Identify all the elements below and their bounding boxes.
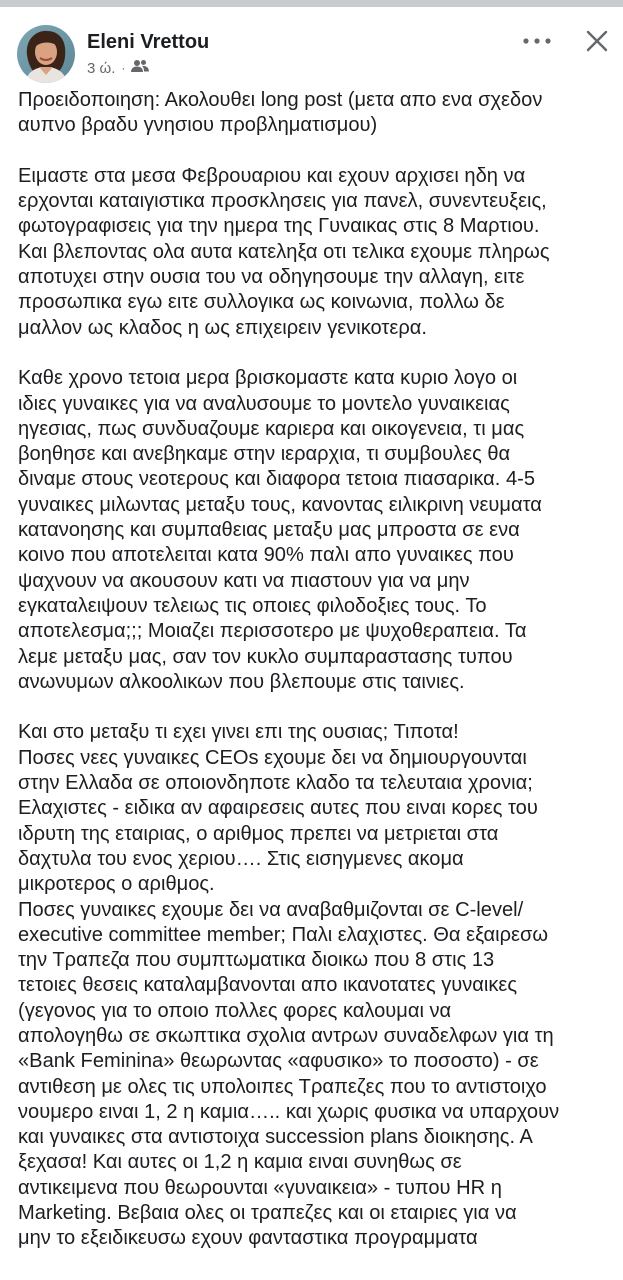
post-text-line: μικροτερος ο αριθμος. <box>18 873 215 896</box>
post-text-line: αντιθεση με ολες τις υπολοιπες Τραπεζες που το αντιστοιχο <box>18 1075 547 1098</box>
post-text-line: αυπνο βραδυ γνησιου προβληματισμου) <box>18 114 378 137</box>
paragraph-gap <box>18 341 610 366</box>
post-text-line: κατανοησης και συμπαθειας μεταξυ μας μπροστα σε ενα <box>18 519 520 542</box>
post-text-line: Ποσες νεες γυναικες CEOs εχουμε δει να δημιουργουνται <box>18 746 527 769</box>
post-text-line: executive committee member; Παλι ελαχιστες. Θα εξαιρεσω <box>18 923 549 946</box>
post-text-line: κοινο που αποτελειται κατα 90% παλι απο γυναικες που <box>18 544 514 567</box>
post-time[interactable]: 3 ώ. <box>87 59 116 77</box>
post-text-line: τετοιες θεσεις καταλαμβανονται απο ικανοτατες γυναικες <box>18 974 518 997</box>
paragraph-gap <box>18 139 610 164</box>
close-button[interactable] <box>579 23 615 59</box>
post-text-line: ηγεσιας, πως συνδυαζουμε καριερα και οικογενεια, τι μας <box>18 417 525 440</box>
post-meta <box>87 59 149 77</box>
post-text-line: Ειμαστε στα μεσα Φεβρουαριου και εχουν αρχισει ηδη να <box>18 164 526 187</box>
post-text-line: ψαχνουν να ακουσουν κατι να πιαστουν για να μην <box>18 569 470 592</box>
status-strip <box>0 0 623 7</box>
post-text-line: «Bank Feminina» θεωρωντας «αφυσικο» το ποσοστο) - σε <box>18 1050 539 1073</box>
post-text-line: μην το εξειδικευσω εχουν φανταστικα προγραμματα <box>18 1227 478 1250</box>
post-text-line: Ελαχιστες - ειδικα αν αφαιρεσεις αυτες που ειναι κορες του <box>18 797 538 820</box>
post-text-line: Marketing. Βεβαια ολες οι τραπεζες και οι εταιριες για να <box>18 1202 517 1225</box>
more-options-icon <box>522 37 552 45</box>
post-text-line: Και στο μεταξυ τι εχει γινει επι της ουσιας; Τιποτα! <box>18 721 459 744</box>
post-text-line: και γυναικες στα αντιστοιχα succession plans διοικησης. Α <box>18 1126 533 1149</box>
post-text-line: φωτογραφισεις για την ημερα της Γυναικας στις 8 Μαρτιου. <box>18 215 540 238</box>
post-text-line: βοηθησε και ανεβηκαμε στην ιεραρχια, τι συμβουλες θα <box>18 443 511 466</box>
post-text-line: Και βλεποντας ολα αυτα κατεληξα οτι τελικα εχουμε πληρως <box>18 240 550 263</box>
post-text <box>18 88 610 1252</box>
post-text-line: (γεγονος για το οποιο πολλες φορες καλουμαι να <box>18 999 452 1022</box>
close-icon <box>585 29 609 53</box>
post-text-line: εγκαταλειψουν τελειως τις οποιες φιλοδοξιες τους. Το <box>18 594 487 617</box>
post-header <box>0 7 623 95</box>
avatar-image <box>17 25 75 83</box>
post-text-line: Προειδοποιηση: Ακολουθει long post (μετα απο ενα σχεδον <box>18 89 543 111</box>
post-text-line: προσωπικα εγω ειτε συλλογικα ως κοινωνια, πολλω δε <box>18 291 505 314</box>
post-text-line: νουμερο ειναι 1, 2 η καμια….. και χωρις φυσικα να υπαρχουν <box>18 1100 560 1123</box>
post-text-line: στην Ελλαδα σε οποιονδηποτε κλαδο τα τελευταια χρονια; <box>18 772 533 795</box>
post-text-line: ξεχασα! Και αυτες οι 1,2 η καμια ειναι συνηθως σε <box>18 1151 462 1174</box>
post-text-line: λεμε μεταξυ μας, σαν τον κυκλο συμπαραστασης τυπου <box>18 645 513 668</box>
post-text-line: ανωνυμων αλκοολικων που βλεπουμε στις ταινιες. <box>18 670 465 693</box>
author-name[interactable]: Eleni Vrettou <box>87 31 210 53</box>
friends-icon[interactable] <box>131 59 149 77</box>
post-text-line: γυναικες μιλωντας μεταξυ τους, κανοντας ειλικρινη νευματα <box>18 493 542 516</box>
post-text-line: Ποσες γυναικες εχουμε δει να αναβαθμιζονται σε C-level/ <box>18 898 524 921</box>
post-paragraph <box>18 88 610 139</box>
post-text-line: διναμε στους νεοτερους και διαφορα τετοια πιασαρικα. 4-5 <box>18 468 536 491</box>
post-text-line: δαχτυλα του ενος χεριου…. Στις εισηγμενες ακομα <box>18 847 464 870</box>
paragraph-gap <box>18 695 610 720</box>
post-paragraph <box>18 720 610 1251</box>
avatar[interactable] <box>17 25 75 83</box>
meta-separator: · <box>121 61 126 75</box>
post-text-line: αποτελεσμα;;; Μοιαζει περισσοτερο με ψυχοθεραπεια. Τα <box>18 620 527 643</box>
post-text-line: ερχονται καταιγιστικα προσκλησεις για πανελ, συνεντευξεις, <box>18 190 547 213</box>
post-text-line: ιδιες γυναικες για να αναλυσουμε το μοντελο γυναικειας <box>18 392 510 415</box>
post-text-line: αντικειμενα που θεωρουνται «γυναικεια» - τυπου HR η <box>18 1176 502 1199</box>
post-text-line: Καθε χρονο τετοια μερα βρισκομαστε κατα κυριο λογο οι <box>18 367 518 390</box>
more-options-button[interactable] <box>519 27 555 55</box>
post-paragraph <box>18 164 610 341</box>
post-text-line: αποτυχει στην ουσια του να οδηγησουμε την αλλαγη, ειτε <box>18 266 525 289</box>
post-text-line: μαλλον ως κλαδος η ως επιχειρειν γενικοτερα. <box>18 316 427 339</box>
post-text-line: ιδρυτη της εταιριας, ο αριθμος πρεπει να μετριεται στα <box>18 822 499 845</box>
post-paragraph <box>18 366 610 695</box>
post-text-line: απολογηθω σε σκωπτικα σχολια αντρων συναδελφων για τη <box>18 1024 554 1047</box>
post-text-line: την Τραπεζα που συμπτωματικα διοικω που 8 στις 13 <box>18 949 495 972</box>
